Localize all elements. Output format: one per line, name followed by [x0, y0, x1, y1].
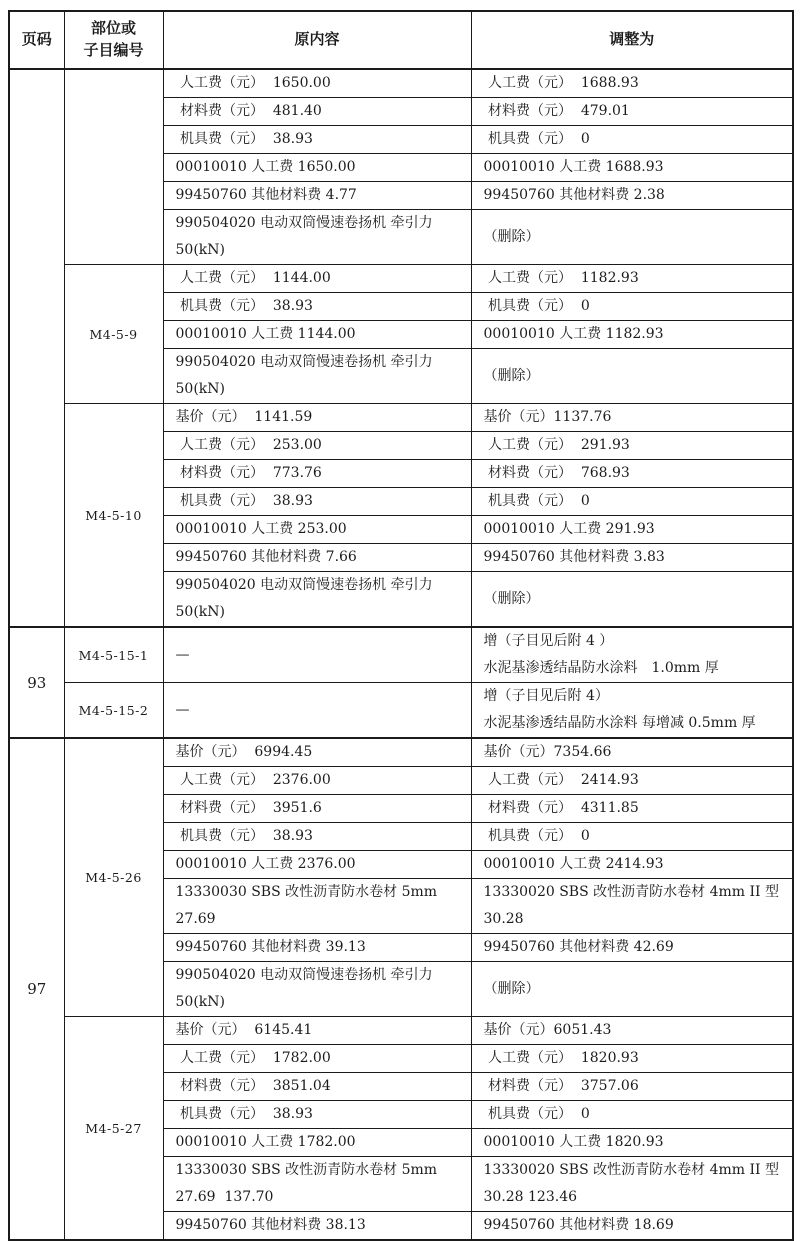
original-content-cell	[163, 516, 471, 544]
adjusted-content-cell-line: 材料费（元） 768.93	[483, 465, 630, 481]
adjusted-content-cell-line: 13330020 SBS 改性沥青防水卷材 4mm II 型	[483, 1162, 779, 1178]
table-row	[9, 265, 793, 293]
adjusted-content-cell-line: 基价（元）7354.66	[483, 744, 612, 760]
original-content-cell	[163, 210, 471, 265]
original-content-cell-line: 13330030 SBS 改性沥青防水卷材 5mm	[175, 884, 438, 900]
adjusted-content-cell-line: 增（子目见后附 4）	[483, 688, 609, 704]
adjustment-table	[8, 10, 794, 1241]
header-part-or-subitem-code	[64, 11, 163, 69]
original-content-cell-line: 人工费（元） 1782.00	[175, 1050, 331, 1066]
adjusted-content-cell	[471, 98, 793, 126]
adjusted-content-cell	[471, 182, 793, 210]
original-content-cell-line: 27.69	[175, 911, 216, 927]
original-content-cell-line: 99450760 其他材料费 38.13	[175, 1217, 366, 1233]
header-page-number: 页码	[9, 11, 64, 69]
adjusted-content-cell-line: 机具费（元） 0	[483, 298, 590, 314]
adjusted-content-cell-line: 材料费（元） 3757.06	[483, 1078, 639, 1094]
original-content-cell-line: 人工费（元） 253.00	[175, 437, 322, 453]
original-content-cell-line: 人工费（元） 2376.00	[175, 772, 331, 788]
table-row	[9, 69, 793, 98]
adjusted-content-cell-line: 人工费（元） 1688.93	[483, 75, 639, 91]
adjusted-content-cell-line: 机具费（元） 0	[483, 828, 590, 844]
original-content-cell-line: 99450760 其他材料费 39.13	[175, 939, 366, 955]
original-content-cell	[163, 795, 471, 823]
adjusted-content-cell-line: 30.28 123.46	[483, 1189, 578, 1205]
original-content-cell	[163, 934, 471, 962]
adjusted-content-cell	[471, 544, 793, 572]
original-content-cell	[163, 683, 471, 739]
header-part-line1: 部位或	[90, 19, 136, 37]
original-content-cell	[163, 98, 471, 126]
adjusted-content-cell	[471, 349, 793, 404]
original-content-cell-line: 99450760 其他材料费 4.77	[175, 187, 357, 203]
original-content-cell	[163, 962, 471, 1017]
adjusted-content-cell	[471, 767, 793, 795]
original-content-cell	[163, 321, 471, 349]
subitem-code-cell: M4-5-15-2	[64, 683, 163, 739]
adjusted-content-cell-line: 基价（元）6051.43	[483, 1022, 612, 1038]
header-row	[9, 11, 793, 69]
original-content-cell-line: 990504020 电动双筒慢速卷扬机 牵引力	[175, 577, 433, 593]
adjusted-content-cell	[471, 1157, 793, 1212]
original-content-cell	[163, 851, 471, 879]
adjusted-content-cell-line: 99450760 其他材料费 42.69	[483, 939, 674, 955]
original-content-cell	[163, 154, 471, 182]
original-content-cell-line: 990504020 电动双筒慢速卷扬机 牵引力	[175, 354, 433, 370]
original-content-cell-line: 50(kN)	[175, 604, 225, 620]
original-content-cell-line: 50(kN)	[175, 242, 225, 258]
header-original-content: 原内容	[163, 11, 471, 69]
original-content-cell	[163, 265, 471, 293]
adjusted-content-cell	[471, 460, 793, 488]
adjusted-content-cell-line: 材料费（元） 4311.85	[483, 800, 639, 816]
original-content-cell-line: 50(kN)	[175, 994, 225, 1010]
adjusted-content-cell	[471, 432, 793, 460]
adjusted-content-cell	[471, 572, 793, 628]
original-content-cell	[163, 1017, 471, 1045]
adjusted-content-cell	[471, 1045, 793, 1073]
adjusted-content-cell	[471, 1129, 793, 1157]
subitem-code-cell: M4-5-10	[64, 404, 163, 628]
original-content-cell-line: 27.69 137.70	[175, 1189, 274, 1205]
adjustment-table-body	[9, 69, 793, 1240]
original-content-cell-line: 990504020 电动双筒慢速卷扬机 牵引力	[175, 215, 433, 231]
original-content-cell	[163, 738, 471, 767]
original-content-cell-line: 13330030 SBS 改性沥青防水卷材 5mm	[175, 1162, 438, 1178]
table-row	[9, 683, 793, 739]
original-content-cell-line: 50(kN)	[175, 381, 225, 397]
adjusted-content-cell-line: 水泥基渗透结晶防水涂料 1.0mm 厚	[483, 660, 719, 676]
header-part-line2: 子目编号	[83, 42, 144, 59]
original-content-cell	[163, 1129, 471, 1157]
adjusted-content-cell-line: 机具费（元） 0	[483, 493, 590, 509]
original-content-cell-line: 00010010 人工费 1144.00	[175, 326, 356, 342]
original-content-cell-line: 00010010 人工费 1782.00	[175, 1134, 356, 1150]
adjusted-content-cell-line: （删除）	[483, 590, 540, 607]
adjusted-content-cell-line: （删除）	[483, 228, 540, 245]
original-content-cell-line: 00010010 人工费 2376.00	[175, 856, 356, 872]
original-content-cell	[163, 544, 471, 572]
original-content-cell	[163, 126, 471, 154]
original-content-cell	[163, 767, 471, 795]
subitem-code-cell: M4-5-26	[64, 738, 163, 1017]
subitem-code-cell: M4-5-27	[64, 1017, 163, 1241]
adjusted-content-cell-line: 机具费（元） 0	[483, 1106, 590, 1122]
adjusted-content-cell-line: 30.28	[483, 911, 524, 927]
adjusted-content-cell	[471, 795, 793, 823]
adjusted-content-cell-line: 00010010 人工费 1688.93	[483, 159, 664, 175]
original-content-cell-line: 基价（元） 6994.45	[175, 744, 313, 760]
table-row	[9, 738, 793, 767]
adjusted-content-cell	[471, 683, 793, 739]
adjusted-content-cell	[471, 293, 793, 321]
adjusted-content-cell-line: 增（子目见后附 4 ）	[483, 633, 614, 649]
adjusted-content-cell-line: 人工费（元） 1820.93	[483, 1050, 639, 1066]
original-content-cell-line: 材料费（元） 773.76	[175, 465, 322, 481]
adjusted-content-cell	[471, 1073, 793, 1101]
adjusted-content-cell	[471, 321, 793, 349]
table-row	[9, 1017, 793, 1045]
original-content-cell	[163, 627, 471, 683]
adjusted-content-cell-line: 00010010 人工费 1820.93	[483, 1134, 664, 1150]
original-content-cell	[163, 1045, 471, 1073]
original-content-cell	[163, 349, 471, 404]
adjusted-content-cell	[471, 879, 793, 934]
adjusted-content-cell	[471, 1101, 793, 1129]
original-content-cell-line: 机具费（元） 38.93	[175, 828, 313, 844]
adjusted-content-cell	[471, 488, 793, 516]
page-number-cell	[9, 69, 64, 627]
header-adjusted-to: 调整为	[471, 11, 793, 69]
adjusted-content-cell-line: 基价（元）1137.76	[483, 409, 612, 425]
original-content-cell-line: 990504020 电动双筒慢速卷扬机 牵引力	[175, 967, 433, 983]
subitem-code-cell: M4-5-9	[64, 265, 163, 404]
adjusted-content-cell-line: 人工费（元） 1182.93	[483, 270, 639, 286]
adjusted-content-cell-line: 人工费（元） 291.93	[483, 437, 630, 453]
adjusted-content-cell	[471, 1017, 793, 1045]
adjusted-content-cell-line: 00010010 人工费 291.93	[483, 521, 655, 537]
original-content-cell	[163, 432, 471, 460]
original-content-cell	[163, 69, 471, 98]
original-content-cell	[163, 1101, 471, 1129]
original-content-cell-line: 基价（元） 6145.41	[175, 1022, 313, 1038]
original-content-cell-line: 基价（元） 1141.59	[175, 409, 313, 425]
original-content-cell-line: —	[175, 646, 190, 663]
adjusted-content-cell-line: （删除）	[483, 980, 540, 997]
adjusted-content-cell-line: 人工费（元） 2414.93	[483, 772, 639, 788]
adjusted-content-cell	[471, 210, 793, 265]
adjusted-content-cell-line: 材料费（元） 479.01	[483, 103, 630, 119]
original-content-cell	[163, 182, 471, 210]
table-row	[9, 627, 793, 683]
original-content-cell	[163, 488, 471, 516]
table-row	[9, 404, 793, 432]
original-content-cell	[163, 404, 471, 432]
page-number-cell: 97	[9, 738, 64, 1240]
original-content-cell-line: 材料费（元） 481.40	[175, 103, 322, 119]
adjusted-content-cell	[471, 1212, 793, 1241]
adjusted-content-cell-line: 99450760 其他材料费 18.69	[483, 1217, 674, 1233]
original-content-cell-line: 材料费（元） 3951.6	[175, 800, 322, 816]
adjusted-content-cell	[471, 126, 793, 154]
original-content-cell	[163, 572, 471, 628]
original-content-cell-line: 人工费（元） 1144.00	[175, 270, 331, 286]
adjusted-content-cell-line: 机具费（元） 0	[483, 131, 590, 147]
adjusted-content-cell	[471, 823, 793, 851]
adjusted-content-cell	[471, 851, 793, 879]
adjusted-content-cell	[471, 154, 793, 182]
adjusted-content-cell-line: 99450760 其他材料费 2.38	[483, 187, 665, 203]
original-content-cell-line: 00010010 人工费 253.00	[175, 521, 347, 537]
original-content-cell-line: —	[175, 701, 190, 718]
original-content-cell-line: 人工费（元） 1650.00	[175, 75, 331, 91]
original-content-cell-line: 00010010 人工费 1650.00	[175, 159, 356, 175]
adjusted-content-cell	[471, 962, 793, 1017]
adjusted-content-cell-line: 00010010 人工费 2414.93	[483, 856, 664, 872]
adjusted-content-cell-line: 水泥基渗透结晶防水涂料 每增减 0.5mm 厚	[483, 715, 756, 731]
original-content-cell-line: 99450760 其他材料费 7.66	[175, 549, 357, 565]
original-content-cell-line: 机具费（元） 38.93	[175, 1106, 313, 1122]
adjusted-content-cell-line: 13330020 SBS 改性沥青防水卷材 4mm II 型	[483, 884, 779, 900]
original-content-cell	[163, 1212, 471, 1241]
table-header	[9, 11, 793, 69]
adjusted-content-cell-line: 99450760 其他材料费 3.83	[483, 549, 665, 565]
original-content-cell	[163, 879, 471, 934]
adjusted-content-cell-line: 00010010 人工费 1182.93	[483, 326, 664, 342]
original-content-cell-line: 机具费（元） 38.93	[175, 131, 313, 147]
page-number-cell: 93	[9, 627, 64, 738]
adjusted-content-cell	[471, 69, 793, 98]
adjusted-content-cell	[471, 404, 793, 432]
subitem-code-cell	[64, 69, 163, 265]
adjusted-content-cell	[471, 516, 793, 544]
original-content-cell	[163, 293, 471, 321]
adjusted-content-cell-line: （删除）	[483, 367, 540, 384]
original-content-cell-line: 机具费（元） 38.93	[175, 298, 313, 314]
original-content-cell	[163, 1073, 471, 1101]
original-content-cell	[163, 1157, 471, 1212]
adjusted-content-cell	[471, 738, 793, 767]
adjusted-content-cell	[471, 265, 793, 293]
original-content-cell	[163, 823, 471, 851]
adjusted-content-cell	[471, 934, 793, 962]
original-content-cell-line: 机具费（元） 38.93	[175, 493, 313, 509]
adjusted-content-cell	[471, 627, 793, 683]
original-content-cell-line: 材料费（元） 3851.04	[175, 1078, 331, 1094]
subitem-code-cell: M4-5-15-1	[64, 627, 163, 683]
original-content-cell	[163, 460, 471, 488]
